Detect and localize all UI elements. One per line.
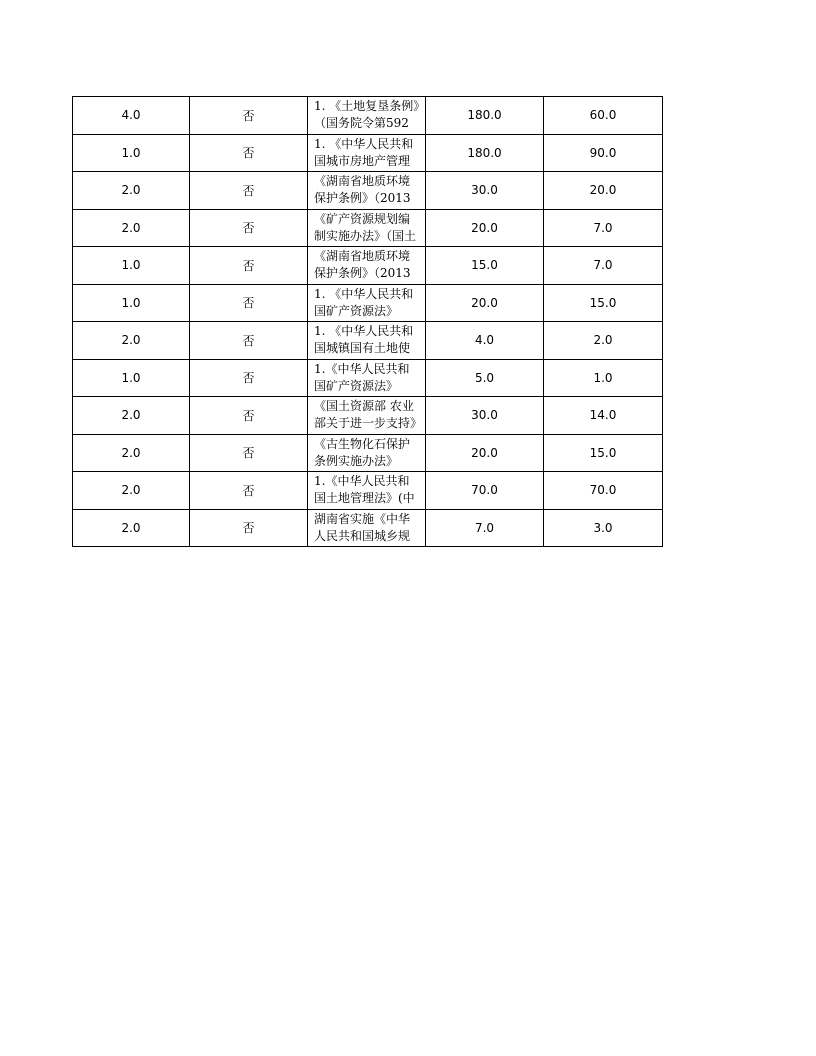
- cell-basis: [308, 359, 426, 397]
- basis-text: 《古生物化石保护条例实施办法》: [314, 436, 411, 468]
- basis-text: 《国土资源部 农业部关于进一步支持》: [314, 399, 423, 430]
- basis-text: 1. 《土地复垦条例》（国务院令第592: [314, 99, 420, 130]
- cell-col4: 20.0: [426, 284, 544, 322]
- cell-col1: 2.0: [73, 434, 190, 472]
- table-row: [73, 397, 663, 435]
- cell-col5: 15.0: [544, 434, 663, 472]
- table-row: [73, 509, 663, 547]
- table-row: [73, 472, 663, 510]
- cell-col4: 20.0: [426, 209, 544, 247]
- cell-col1: 2.0: [73, 209, 190, 247]
- cell-col2: 否: [190, 134, 308, 172]
- cell-basis: [308, 134, 426, 172]
- cell-basis: [308, 172, 426, 210]
- cell-basis: [308, 509, 426, 547]
- cell-col2: 否: [190, 97, 308, 135]
- cell-col5: 70.0: [544, 472, 663, 510]
- cell-col5: 60.0: [544, 97, 663, 135]
- cell-col1: 2.0: [73, 322, 190, 360]
- cell-col4: 15.0: [426, 247, 544, 285]
- cell-col2: 否: [190, 472, 308, 510]
- cell-col5: 2.0: [544, 322, 663, 360]
- cell-basis: [308, 397, 426, 435]
- cell-col2: 否: [190, 509, 308, 547]
- cell-col2: 否: [190, 397, 308, 435]
- cell-col5: 20.0: [544, 172, 663, 210]
- cell-col4: 30.0: [426, 172, 544, 210]
- cell-basis: [308, 284, 426, 322]
- basis-text: 湖南省实施《中华人民共和国城乡规: [314, 511, 411, 543]
- table-row: [73, 209, 663, 247]
- cell-col5: 90.0: [544, 134, 663, 172]
- cell-col4: 5.0: [426, 359, 544, 397]
- table-row: [73, 247, 663, 285]
- cell-basis: [308, 247, 426, 285]
- basis-text: 1.《中华人民共和国土地管理法》(中: [314, 474, 415, 505]
- cell-basis: [308, 209, 426, 247]
- cell-col5: 3.0: [544, 509, 663, 547]
- basis-text: 《矿产资源规划编制实施办法》（国土: [314, 211, 417, 243]
- table-row: [73, 172, 663, 210]
- cell-col1: 2.0: [73, 509, 190, 547]
- cell-basis: [308, 97, 426, 135]
- cell-col4: 7.0: [426, 509, 544, 547]
- cell-col1: 2.0: [73, 472, 190, 510]
- cell-col5: 1.0: [544, 359, 663, 397]
- table-row: [73, 322, 663, 360]
- cell-col5: 15.0: [544, 284, 663, 322]
- cell-col5: 14.0: [544, 397, 663, 435]
- basis-text: 1.《中华人民共和国矿产资源法》: [314, 361, 410, 393]
- cell-col4: 30.0: [426, 397, 544, 435]
- cell-col1: 1.0: [73, 134, 190, 172]
- cell-col4: 20.0: [426, 434, 544, 472]
- cell-col4: 70.0: [426, 472, 544, 510]
- table-row: [73, 97, 663, 135]
- cell-col5: 7.0: [544, 209, 663, 247]
- cell-col2: 否: [190, 284, 308, 322]
- cell-col1: 2.0: [73, 397, 190, 435]
- cell-col2: 否: [190, 434, 308, 472]
- cell-col1: 1.0: [73, 284, 190, 322]
- cell-col1: 4.0: [73, 97, 190, 135]
- table-row: [73, 284, 663, 322]
- table-row: [73, 434, 663, 472]
- basis-text: 《湖南省地质环境保护条例》（2013: [314, 249, 411, 280]
- basis-text: 《湖南省地质环境保护条例》（2013: [314, 174, 411, 205]
- cell-basis: [308, 322, 426, 360]
- cell-col5: 7.0: [544, 247, 663, 285]
- basis-text: 1. 《中华人民共和国矿产资源法》: [314, 286, 414, 318]
- cell-col1: 1.0: [73, 359, 190, 397]
- data-table: [72, 96, 663, 547]
- cell-basis: [308, 434, 426, 472]
- table-row: [73, 134, 663, 172]
- cell-basis: [308, 472, 426, 510]
- cell-col4: 180.0: [426, 134, 544, 172]
- cell-col2: 否: [190, 209, 308, 247]
- cell-col2: 否: [190, 247, 308, 285]
- cell-col2: 否: [190, 359, 308, 397]
- basis-text: 1. 《中华人民共和国城镇国有土地使: [314, 324, 414, 355]
- cell-col4: 180.0: [426, 97, 544, 135]
- table-body: [73, 97, 663, 547]
- cell-col4: 4.0: [426, 322, 544, 360]
- cell-col1: 1.0: [73, 247, 190, 285]
- cell-col2: 否: [190, 172, 308, 210]
- cell-col1: 2.0: [73, 172, 190, 210]
- table-row: [73, 359, 663, 397]
- basis-text: 1. 《中华人民共和国城市房地产管理: [314, 136, 414, 168]
- cell-col2: 否: [190, 322, 308, 360]
